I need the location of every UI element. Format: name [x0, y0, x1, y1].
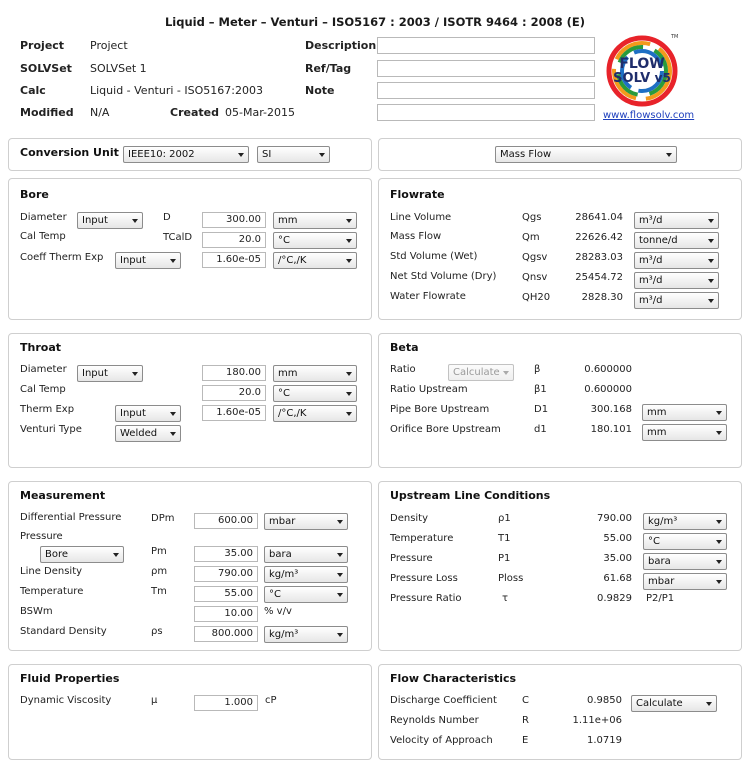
chevron-down-icon — [337, 633, 343, 637]
pressure-loss-symbol: Ploss — [498, 573, 524, 584]
viscosity-unit: cP — [265, 695, 277, 706]
bore-coeff-unit-select[interactable] — [273, 252, 357, 269]
standard-density-unit-select[interactable] — [264, 626, 348, 643]
water-flowrate-symbol: QH20 — [522, 292, 551, 303]
bswm-label: BSWm — [20, 606, 53, 617]
chevron-down-icon — [132, 372, 138, 376]
temperature-unit-select[interactable] — [264, 586, 348, 603]
viscosity-label: Dynamic Viscosity — [20, 695, 112, 706]
pressure-loss-unit-select[interactable] — [643, 573, 727, 590]
throat-thermexp-unit-select[interactable] — [273, 405, 357, 422]
chevron-down-icon — [666, 153, 672, 157]
venturi-type-label: Venturi Type — [20, 424, 82, 435]
standard-density-input[interactable]: 800.000 — [194, 626, 258, 642]
bore-title: Bore — [20, 188, 49, 201]
throat-thermexp-unit: /°C,/K — [278, 408, 307, 419]
bore-diameter-option: Input — [82, 215, 108, 226]
up-density-label: Density — [390, 513, 429, 524]
chevron-down-icon — [708, 299, 714, 303]
throat-diameter-label: Diameter — [20, 364, 67, 375]
bore-coeff-label: Coeff Therm Exp — [20, 252, 104, 263]
chevron-down-icon — [716, 411, 722, 415]
modified-label: Modified — [20, 106, 74, 119]
pipe-bore-upstream-unit: mm — [647, 407, 667, 418]
water-flowrate-value: 2828.30 — [581, 292, 623, 303]
bore-caltemp-unit: °C — [278, 235, 290, 246]
std-volume-value: 28283.03 — [575, 252, 623, 263]
reftag-label: Ref/Tag — [305, 62, 352, 75]
conversion-standard-value: IEEE10: 2002 — [128, 149, 195, 160]
throat-diameter-unit-select[interactable] — [273, 365, 357, 382]
bore-caltemp-input[interactable]: 20.0 — [202, 232, 266, 248]
pressure-ratio-value: 0.9829 — [597, 593, 632, 604]
throat-thermexp-input[interactable]: 1.60e-05 — [202, 405, 266, 421]
flow-mode-value: Mass Flow — [500, 149, 552, 160]
mass-flow-unit: tonne/d — [639, 235, 678, 246]
chevron-down-icon — [708, 259, 714, 263]
bore-caltemp-label: Cal Temp — [20, 231, 66, 242]
temperature-input[interactable]: 55.00 — [194, 586, 258, 602]
chevron-down-icon — [337, 520, 343, 524]
logo-trademark: TM — [671, 34, 679, 40]
chevron-down-icon — [716, 540, 722, 544]
pipe-bore-upstream-symbol: D1 — [534, 404, 549, 415]
pressure-loss-value: 61.68 — [603, 573, 632, 584]
line-density-input[interactable]: 790.00 — [194, 566, 258, 582]
logo-word-flow: FLOW — [619, 56, 665, 72]
line-volume-label: Line Volume — [390, 212, 452, 223]
net-std-volume-unit: m³/d — [639, 275, 663, 286]
chevron-down-icon — [337, 573, 343, 577]
bore-caltemp-unit-select[interactable] — [273, 232, 357, 249]
beta-title: Beta — [390, 341, 419, 354]
bore-coeff-option-select[interactable] — [115, 252, 181, 269]
description-field[interactable] — [377, 37, 595, 54]
pressure-loss-unit: mbar — [648, 576, 675, 587]
reynolds-number-symbol: R — [522, 715, 529, 726]
throat-title: Throat — [20, 341, 61, 354]
up-density-unit-select[interactable] — [643, 513, 727, 530]
throat-diameter-option-select[interactable] — [77, 365, 143, 382]
calc-value: Liquid - Venturi - ISO5167:2003 — [90, 84, 263, 97]
beta-ratio-option: Calculate — [453, 367, 500, 378]
throat-caltemp-input[interactable]: 20.0 — [202, 385, 266, 401]
chevron-down-icon — [337, 553, 343, 557]
conversion-standard-select[interactable] — [123, 146, 249, 163]
line-volume-unit-select[interactable] — [634, 212, 719, 229]
ratio-upstream-symbol: β1 — [534, 384, 547, 395]
up-pressure-value: 35.00 — [603, 553, 632, 564]
pressure-ratio-symbol: τ — [502, 593, 509, 604]
modified-value: N/A — [90, 106, 110, 119]
note-label: Note — [305, 84, 335, 97]
created-label: Created — [170, 106, 219, 119]
extra-note-field[interactable] — [377, 104, 595, 121]
description-label: Description — [305, 39, 377, 52]
discharge-coefficient-symbol: C — [522, 695, 529, 706]
chevron-down-icon — [708, 239, 714, 243]
flow-characteristics-title: Flow Characteristics — [390, 672, 517, 685]
bswm-input[interactable]: 10.00 — [194, 606, 258, 622]
unit-system-value: SI — [262, 149, 272, 160]
beta-ratio-value: 0.600000 — [584, 364, 632, 375]
dp-unit-select[interactable] — [264, 513, 348, 530]
chevron-down-icon — [716, 431, 722, 435]
upstream-title: Upstream Line Conditions — [390, 489, 551, 502]
temperature-unit: °C — [269, 589, 281, 600]
bore-coeff-input[interactable]: 1.60e-05 — [202, 252, 266, 268]
chevron-down-icon — [319, 153, 325, 157]
ratio-upstream-label: Ratio Upstream — [390, 384, 468, 395]
throat-caltemp-unit: °C — [278, 388, 290, 399]
line-density-label: Line Density — [20, 566, 83, 577]
discharge-coefficient-label: Discharge Coefficient — [390, 695, 497, 706]
chevron-down-icon — [708, 219, 714, 223]
up-density-value: 790.00 — [597, 513, 632, 524]
venturi-type-value: Welded — [120, 428, 158, 439]
orifice-bore-upstream-value: 180.101 — [590, 424, 632, 435]
chevron-down-icon — [132, 219, 138, 223]
standard-density-symbol: ρs — [151, 626, 163, 637]
logo-solv-text: SOLV — [613, 71, 651, 86]
standard-density-unit: kg/m³ — [269, 629, 299, 640]
discharge-coefficient-value: 0.9850 — [587, 695, 622, 706]
pressure-input[interactable]: 35.00 — [194, 546, 258, 562]
throat-diameter-unit: mm — [278, 368, 298, 379]
standard-density-label: Standard Density — [20, 626, 107, 637]
chevron-down-icon — [346, 412, 352, 416]
beta-ratio-option-select[interactable] — [448, 364, 514, 381]
page-title: Liquid – Meter – Venturi – ISO5167 : 2003 / ISOTR 9464 : 2008 (E) — [164, 15, 586, 29]
up-pressure-unit-select[interactable] — [643, 553, 727, 570]
up-temperature-value: 55.00 — [603, 533, 632, 544]
throat-caltemp-label: Cal Temp — [20, 384, 66, 395]
conversion-unit-label: Conversion Unit — [20, 146, 119, 159]
pipe-bore-upstream-value: 300.168 — [590, 404, 632, 415]
beta-ratio-symbol: β — [534, 364, 541, 375]
velocity-approach-symbol: E — [522, 735, 529, 746]
website-link[interactable]: www.flowsolv.com — [603, 110, 695, 121]
chevron-down-icon — [716, 560, 722, 564]
measurement-title: Measurement — [20, 489, 106, 502]
pressure-unit-select[interactable] — [264, 546, 348, 563]
reynolds-number-label: Reynolds Number — [390, 715, 479, 726]
chevron-down-icon — [337, 593, 343, 597]
dp-symbol: DPm — [151, 513, 175, 524]
discharge-coefficient-select[interactable] — [631, 695, 717, 712]
water-flowrate-label: Water Flowrate — [390, 291, 466, 302]
dp-label: Differential Pressure — [20, 512, 122, 523]
chevron-down-icon — [346, 219, 352, 223]
net-std-volume-unit-select[interactable] — [634, 272, 719, 289]
pressure-location-select[interactable] — [40, 546, 124, 563]
solvset-label: SOLVSet — [20, 62, 72, 75]
orifice-bore-upstream-unit: mm — [647, 427, 667, 438]
chevron-down-icon — [170, 432, 176, 436]
net-std-volume-symbol: Qnsv — [522, 272, 548, 283]
beta-ratio-label: Ratio — [390, 364, 416, 375]
temperature-symbol: Tm — [151, 586, 167, 597]
bore-diameter-unit: mm — [278, 215, 298, 226]
chevron-down-icon — [706, 702, 712, 706]
chevron-down-icon — [503, 371, 509, 375]
water-flowrate-unit: m³/d — [639, 295, 663, 306]
pipe-bore-upstream-unit-select[interactable] — [642, 404, 727, 421]
chevron-down-icon — [346, 239, 352, 243]
up-density-symbol: ρ1 — [498, 513, 511, 524]
bore-coeff-unit: /°C,/K — [278, 255, 307, 266]
throat-diameter-input[interactable]: 180.00 — [202, 365, 266, 381]
note-field[interactable] — [377, 82, 595, 99]
velocity-approach-value: 1.0719 — [587, 735, 622, 746]
net-std-volume-label: Net Std Volume (Dry) — [390, 271, 497, 282]
pressure-loss-label: Pressure Loss — [390, 573, 458, 584]
bore-caltemp-symbol: TCalD — [163, 232, 193, 243]
mass-flow-label: Mass Flow — [390, 231, 442, 242]
net-std-volume-value: 25454.72 — [575, 272, 623, 283]
pressure-label: Pressure — [20, 531, 63, 542]
viscosity-input[interactable]: 1.000 — [194, 695, 258, 711]
up-pressure-symbol: P1 — [498, 553, 511, 564]
temperature-label: Temperature — [20, 586, 84, 597]
orifice-bore-upstream-unit-select[interactable] — [642, 424, 727, 441]
water-flowrate-unit-select[interactable] — [634, 292, 719, 309]
line-density-symbol: ρm — [151, 566, 168, 577]
dp-input[interactable]: 600.00 — [194, 513, 258, 529]
dp-unit: mbar — [269, 516, 296, 527]
throat-caltemp-unit-select[interactable] — [273, 385, 357, 402]
project-label: Project — [20, 39, 65, 52]
up-temperature-unit-select[interactable] — [643, 533, 727, 550]
created-value: 05-Mar-2015 — [225, 106, 295, 119]
pressure-ratio-unit: P2/P1 — [646, 593, 675, 604]
line-volume-symbol: Qgs — [522, 212, 542, 223]
unit-system-select[interactable] — [257, 146, 330, 163]
up-pressure-label: Pressure — [390, 553, 433, 564]
pressure-ratio-label: Pressure Ratio — [390, 593, 462, 604]
flowsolv-logo — [603, 33, 681, 109]
bore-coeff-option: Input — [120, 255, 146, 266]
mass-flow-symbol: Qm — [522, 232, 540, 243]
velocity-approach-label: Velocity of Approach — [390, 735, 493, 746]
up-temperature-unit: °C — [648, 536, 660, 547]
chevron-down-icon — [170, 259, 176, 263]
orifice-bore-upstream-label: Orifice Bore Upstream — [390, 424, 501, 435]
viscosity-symbol: μ — [151, 695, 158, 706]
chevron-down-icon — [170, 412, 176, 416]
flow-mode-select[interactable] — [495, 146, 677, 163]
venturi-type-select[interactable] — [115, 425, 181, 442]
up-density-unit: kg/m³ — [648, 516, 678, 527]
project-value: Project — [90, 39, 128, 52]
discharge-coefficient-option: Calculate — [636, 698, 683, 709]
logo-version: v5 — [654, 71, 671, 85]
orifice-bore-upstream-symbol: d1 — [534, 424, 547, 435]
bore-diameter-symbol: D — [163, 212, 171, 223]
up-temperature-label: Temperature — [390, 533, 454, 544]
mass-flow-value: 22626.42 — [575, 232, 623, 243]
chevron-down-icon — [238, 153, 244, 157]
reynolds-number-value: 1.11e+06 — [572, 715, 622, 726]
up-temperature-symbol: T1 — [498, 533, 511, 544]
pressure-unit: bara — [269, 549, 292, 560]
bore-diameter-unit-select[interactable] — [273, 212, 357, 229]
std-volume-symbol: Qgsv — [522, 252, 548, 263]
chevron-down-icon — [716, 520, 722, 524]
std-volume-unit: m³/d — [639, 255, 663, 266]
chevron-down-icon — [708, 279, 714, 283]
up-pressure-unit: bara — [648, 556, 671, 567]
beta-panel — [378, 333, 742, 468]
chevron-down-icon — [346, 392, 352, 396]
throat-thermexp-option: Input — [120, 408, 146, 419]
calc-label: Calc — [20, 84, 46, 97]
solvset-value: SOLVSet 1 — [90, 62, 147, 75]
chevron-down-icon — [346, 259, 352, 263]
logo-word-solv — [609, 71, 675, 86]
mass-flow-unit-select[interactable] — [634, 232, 719, 249]
pipe-bore-upstream-label: Pipe Bore Upstream — [390, 404, 490, 415]
bore-panel — [8, 178, 372, 320]
pressure-symbol: Pm — [151, 546, 167, 557]
line-density-unit: kg/m³ — [269, 569, 299, 580]
std-volume-unit-select[interactable] — [634, 252, 719, 269]
bore-diameter-option-select[interactable] — [77, 212, 143, 229]
line-density-unit-select[interactable] — [264, 566, 348, 583]
reftag-field[interactable] — [377, 60, 595, 77]
throat-thermexp-option-select[interactable] — [115, 405, 181, 422]
throat-thermexp-label: Therm Exp — [20, 404, 75, 415]
line-volume-value: 28641.04 — [575, 212, 623, 223]
fluid-title: Fluid Properties — [20, 672, 120, 685]
chevron-down-icon — [716, 580, 722, 584]
bore-diameter-label: Diameter — [20, 212, 67, 223]
chevron-down-icon — [113, 553, 119, 557]
bore-diameter-input[interactable]: 300.00 — [202, 212, 266, 228]
line-volume-unit: m³/d — [639, 215, 663, 226]
ratio-upstream-value: 0.600000 — [584, 384, 632, 395]
throat-diameter-option: Input — [82, 368, 108, 379]
flowrate-title: Flowrate — [390, 188, 445, 201]
pressure-location-value: Bore — [45, 549, 69, 560]
std-volume-label: Std Volume (Wet) — [390, 251, 478, 262]
chevron-down-icon — [346, 372, 352, 376]
bswm-unit: % v/v — [264, 606, 292, 617]
